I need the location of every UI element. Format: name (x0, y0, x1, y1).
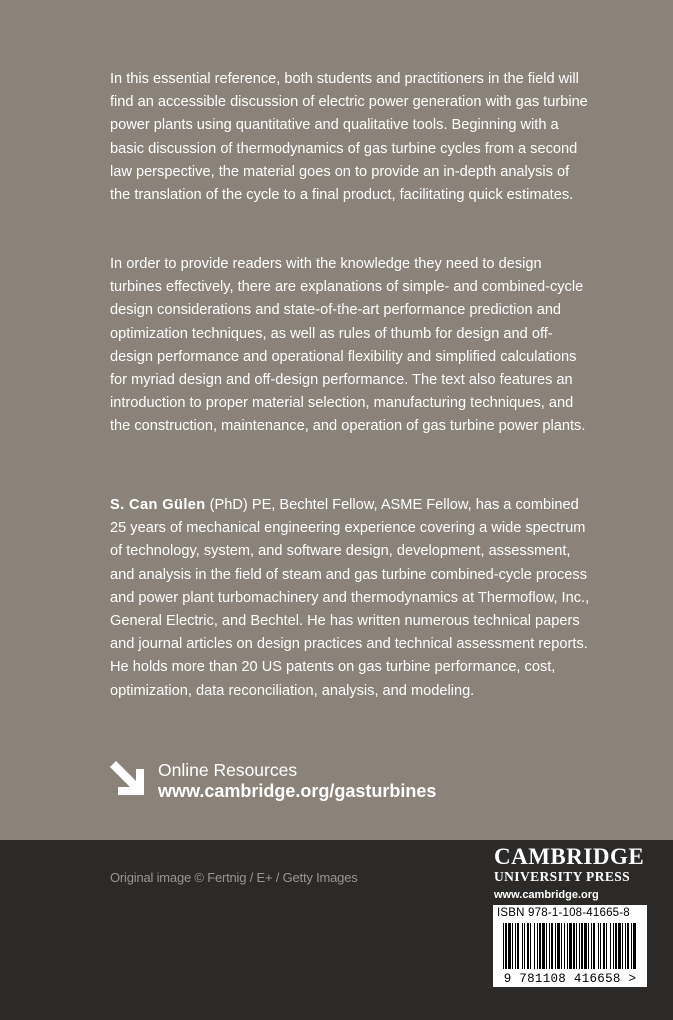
barcode-bar (573, 923, 575, 969)
barcode-bar (576, 923, 577, 969)
barcode-bar (555, 923, 556, 969)
description-paragraph-1: In this essential reference, both students and practitioners in the field will find an accessible discussion of electric power generation with gas turbine power plants using quantitative and qualitative tools. Beginning with a basic discussion of thermodynamics of gas turbine cycles from a second law perspective, the material goes on to provide an in-depth analysis of the translation of the cycle to a final product, facilitating quick estimates. (110, 71, 588, 204)
barcode-bar (600, 923, 601, 969)
online-resources-url[interactable]: www.cambridge.org/gasturbines (158, 781, 437, 801)
barcode-bar (606, 923, 607, 969)
barcode-bar (522, 923, 523, 969)
barcode-bar (567, 923, 568, 969)
barcode-bar (503, 923, 504, 969)
barcode-digits: 9 781108 416658 > (503, 972, 637, 986)
barcode-bars (503, 923, 637, 969)
barcode-bar (537, 923, 538, 969)
barcode-bar (591, 923, 592, 969)
barcode-bar (603, 923, 605, 969)
barcode-bar (534, 923, 535, 969)
barcode-bar (527, 923, 529, 969)
barcode-bar (598, 923, 599, 969)
barcode-bar (546, 923, 547, 969)
barcode-bar (581, 923, 583, 969)
barcode-bar (539, 923, 541, 969)
author-name: S. Can Gülen (110, 497, 206, 513)
barcode-bar (593, 923, 595, 969)
author-bio (110, 494, 590, 703)
barcode-bar (618, 923, 621, 969)
online-resources[interactable] (110, 760, 436, 800)
barcode-bar (524, 923, 525, 969)
barcode-bar (561, 923, 562, 969)
barcode-bar (569, 923, 572, 969)
barcode-bar (627, 923, 629, 969)
isbn-label: ISBN 978-1-108-41665-8 (497, 907, 630, 919)
barcode-bar (622, 923, 623, 969)
barcode-bar (584, 923, 587, 969)
barcode-bar (508, 923, 511, 969)
barcode-bar (549, 923, 550, 969)
barcode-bar (564, 923, 565, 969)
publisher-logo (494, 845, 654, 902)
image-credit: Original image © Fertnig / E+ / Getty Images (110, 870, 358, 885)
barcode-bar (515, 923, 516, 969)
barcode-bar (505, 923, 507, 969)
author-bio-text: (PhD) PE, Bechtel Fellow, ASME Fellow, has a combined 25 years of mechanical engineering experience covering a wide spectrum of technology, system, and software design, development, assessment, and analysis in the field of steam and gas turbine combined-cycle process and power plant turbomachinery and thermodynamics at Thermoflow, Inc., General Electric, and Bechtel. He has written numerous technical papers and journal articles on design practices and technical assessment reports. He holds more than 20 US patents on gas turbine performance, cost, optimization, data reconciliation, analysis, and modeling. (110, 497, 590, 699)
publisher-website: www.cambridge.org (494, 889, 599, 901)
online-resources-label: Online Resources (158, 760, 298, 780)
barcode-bar (557, 923, 560, 969)
barcode-bar (615, 923, 617, 969)
barcode-bar (517, 923, 519, 969)
barcode-bar (631, 923, 632, 969)
publisher-name: CAMBRIDGE (494, 844, 645, 869)
description-paragraph-2: In order to provide readers with the knowledge they need to design turbines effectively, there are explanations of simple- and combined-cycle design considerations and state-of-the-art performance prediction and optimization techniques, as well as rules of thumb for design and off-design performance and operational flexibility and simplified calculations for myriad design and off-design performance. The text also features an introduction to proper material selection, manufacturing techniques, and the construction, maintenance, and operation of gas turbine power plants. (110, 256, 586, 435)
barcode-bar (551, 923, 553, 969)
isbn-barcode (493, 905, 647, 987)
barcode-bar (613, 923, 614, 969)
barcode-bar (530, 923, 531, 969)
barcode-bar (633, 923, 636, 969)
barcode-bar (542, 923, 545, 969)
publisher-subtitle: UNIVERSITY PRESS (494, 869, 631, 884)
barcode-bar (588, 923, 589, 969)
barcode-bar (579, 923, 580, 969)
barcode-bar (512, 923, 513, 969)
arrow-down-right-icon (110, 761, 148, 799)
barcode-bar (610, 923, 611, 969)
barcode-bar (625, 923, 626, 969)
